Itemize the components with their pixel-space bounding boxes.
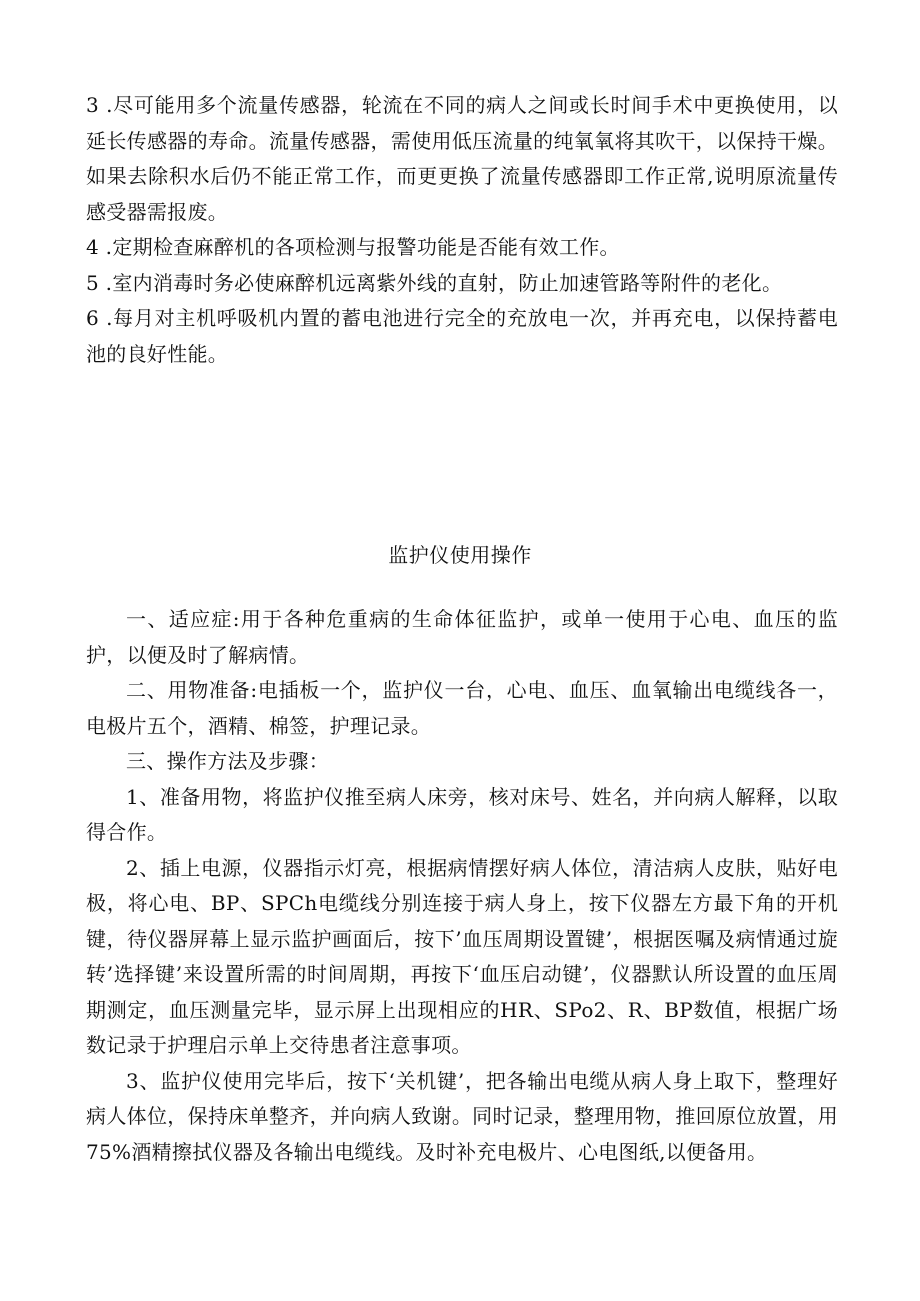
monitor-operation-body: [86, 602, 838, 1170]
maintenance-list: [86, 88, 838, 372]
maintenance-item-3: 3 .尽可能用多个流量传感器，轮流在不同的病人之间或长时间手术中更换使用，以延长传感器的寿命。流量传感器，需使用低压流量的纯氧氧将其吹干，以保持干燥。如果去除积水后仍不能正常工作，而更更换了流量传感器即工作正常,说明原流量传感受器需报废。: [86, 93, 838, 224]
maintenance-item-5: 5 .室内消毒时务必使麻醉机远离紫外线的直射，防止加速管路等附件的老化。: [86, 270, 783, 295]
paragraph-step-2: 2、插上电源，仪器指示灯亮，根据病情摆好病人体位，清洁病人皮肤，贴好电极，将心电、BP、SPCh电缆线分别连接于病人身上，按下仪器左方最下角的开机键，待仪器屏幕上显示监护画面后，按下’血压周期设置键’，根据医嘱及病情通过旋转’选择键’来设置所需的时间周期，再按下‘血压启动键’，仪器默认所设置的血压周期测定，血压测量完毕，显示屏上出现相应的HR、SPo2、R、BP数值，根据广场数记录于护理启示单上交待患者注意事项。: [86, 855, 838, 1057]
section-title: 监护仪使用操作: [388, 543, 532, 567]
maintenance-item-4: 4 .定期检查麻醉机的各项检测与报警功能是否能有效工作。: [86, 235, 620, 259]
paragraph-step-1: 1、准备用物，将监护仪推至病人床旁，核对床号、姓名，并向病人解释，以取得合作。: [86, 784, 838, 844]
paragraph-supplies: 二、用物准备:电插板一个，监护仪一台，心电、血压、血氧输出电缆线各一，电极片五个，酒精、棉签，护理记录。: [86, 678, 838, 738]
paragraph-procedure-heading: 三、操作方法及步骤：: [126, 749, 329, 773]
paragraph-indications: 一、适应症:用于各种危重病的生命体征监护，或单一使用于心电、血压的监护，以便及时了解病情。: [86, 607, 838, 667]
maintenance-item-6: 6 .每月对主机呼吸机内置的蓄电池进行完全的充放电一次，并再充电，以保持蓄电池的良好性能。: [86, 306, 838, 366]
paragraph-step-3: 3、监护仪使用完毕后，按下‘关机键’，把各输出电缆从病人身上取下，整理好病人体位，保持床单整齐，并向病人致谢。同时记录，整理用物，推回原位放置，用75%酒精擦拭仪器及各输出电缆线。及时补充电极片、心电图纸,以便备用。: [86, 1068, 838, 1164]
